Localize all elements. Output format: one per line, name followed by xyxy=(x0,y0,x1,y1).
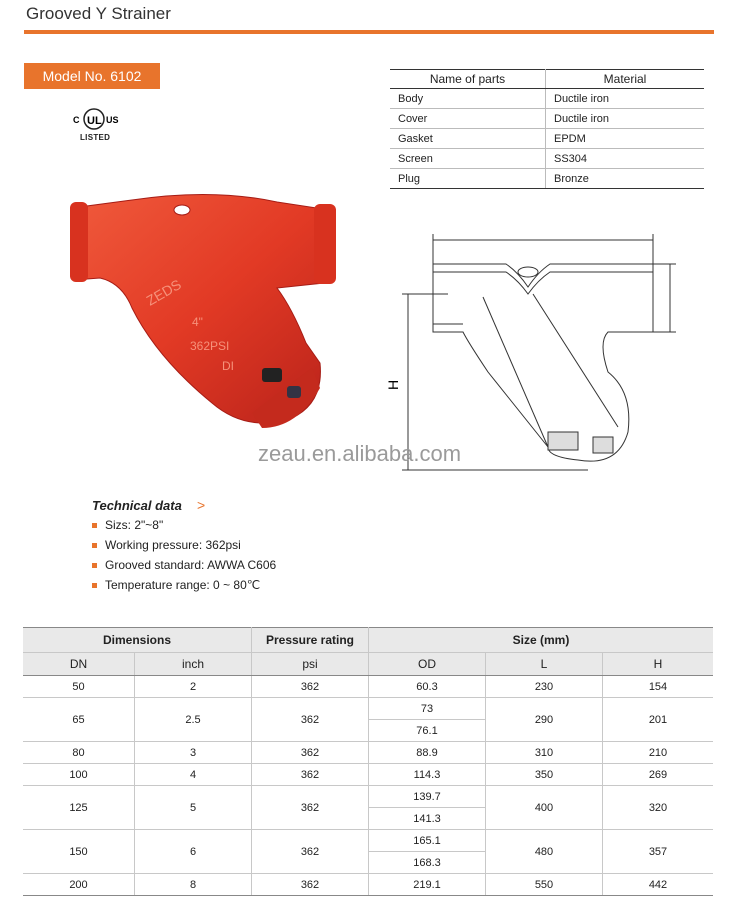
od-cell: 88.9 xyxy=(369,742,486,764)
psi-cell: 362 xyxy=(252,830,369,874)
inch-cell: 8 xyxy=(135,874,252,896)
watermark: zeau.en.alibaba.com xyxy=(258,441,462,466)
chevron-right-icon: > xyxy=(197,497,206,513)
svg-text:4": 4" xyxy=(192,315,203,329)
od-cell: 60.3 xyxy=(369,676,486,698)
dimensions-table xyxy=(23,627,713,896)
h-cell: 269 xyxy=(603,764,714,786)
od-cell: 139.7 xyxy=(369,786,486,808)
psi-cell: 362 xyxy=(252,698,369,742)
col-header-l: L xyxy=(486,653,603,676)
part-material-cell: Ductile iron xyxy=(546,89,705,109)
table-row xyxy=(23,764,713,786)
part-material-cell: Bronze xyxy=(546,169,705,189)
group-header-pressure: Pressure rating xyxy=(252,628,369,653)
parts-row xyxy=(390,89,704,109)
parts-row xyxy=(390,169,704,189)
h-cell: 210 xyxy=(603,742,714,764)
ul-c-mark: C xyxy=(73,115,80,125)
l-cell: 230 xyxy=(486,676,603,698)
table-row xyxy=(23,874,713,896)
psi-cell: 362 xyxy=(252,786,369,830)
parts-table xyxy=(390,69,704,189)
parts-row xyxy=(390,129,704,149)
tech-item: Working pressure: 362psi xyxy=(92,538,241,552)
parts-header-material: Material xyxy=(546,70,705,89)
h-cell: 357 xyxy=(603,830,714,874)
col-header-inch: inch xyxy=(135,653,252,676)
photo-casting-mark: ZEDS xyxy=(143,276,184,309)
group-header-dimensions: Dimensions xyxy=(23,628,252,653)
col-header-h: H xyxy=(603,653,714,676)
part-name-cell: Screen xyxy=(390,149,546,169)
bullet-icon xyxy=(92,543,97,548)
title-rule xyxy=(24,30,714,34)
model-badge: Model No. 6102 xyxy=(24,63,160,89)
bullet-icon xyxy=(92,523,97,528)
ul-mark-text: UL xyxy=(87,115,102,127)
parts-header-name: Name of parts xyxy=(390,70,546,89)
tech-item: Grooved standard: AWWA C606 xyxy=(92,558,276,572)
h-cell: 320 xyxy=(603,786,714,830)
od-cell: 165.1 xyxy=(369,830,486,852)
dn-cell: 200 xyxy=(23,874,135,896)
od-cell: 76.1 xyxy=(369,720,486,742)
inch-cell: 4 xyxy=(135,764,252,786)
table-row xyxy=(23,830,713,852)
od-cell: 114.3 xyxy=(369,764,486,786)
inch-cell: 5 xyxy=(135,786,252,830)
parts-row xyxy=(390,149,704,169)
tech-item: Temperature range: 0 ~ 80℃ xyxy=(92,578,260,592)
dn-cell: 125 xyxy=(23,786,135,830)
part-name-cell: Cover xyxy=(390,109,546,129)
part-material-cell: EPDM xyxy=(546,129,705,149)
dn-cell: 65 xyxy=(23,698,135,742)
ul-us-mark: US xyxy=(106,115,119,125)
part-name-cell: Plug xyxy=(390,169,546,189)
ul-listed-text: LISTED xyxy=(80,133,111,142)
od-cell: 141.3 xyxy=(369,808,486,830)
technical-data-heading: Technical data xyxy=(92,498,182,513)
h-cell: 442 xyxy=(603,874,714,896)
svg-text:DI: DI xyxy=(222,359,234,373)
table-row xyxy=(23,676,713,698)
h-cell: 201 xyxy=(603,698,714,742)
l-cell: 400 xyxy=(486,786,603,830)
psi-cell: 362 xyxy=(252,742,369,764)
l-cell: 310 xyxy=(486,742,603,764)
inch-cell: 3 xyxy=(135,742,252,764)
part-material-cell: Ductile iron xyxy=(546,109,705,129)
part-name-cell: Body xyxy=(390,89,546,109)
psi-cell: 362 xyxy=(252,676,369,698)
parts-row xyxy=(390,109,704,129)
h-cell: 154 xyxy=(603,676,714,698)
od-cell: 168.3 xyxy=(369,852,486,874)
dn-cell: 100 xyxy=(23,764,135,786)
inch-cell: 2.5 xyxy=(135,698,252,742)
inch-cell: 2 xyxy=(135,676,252,698)
group-header-size: Size (mm) xyxy=(369,628,714,653)
page-title: Grooved Y Strainer xyxy=(26,4,171,23)
l-cell: 550 xyxy=(486,874,603,896)
psi-cell: 362 xyxy=(252,874,369,896)
drawing-height-label: H xyxy=(385,379,401,390)
col-header-dn: DN xyxy=(23,653,135,676)
bullet-icon xyxy=(92,563,97,568)
col-header-psi: psi xyxy=(252,653,369,676)
bullet-icon xyxy=(92,583,97,588)
dn-cell: 150 xyxy=(23,830,135,874)
table-row xyxy=(23,786,713,808)
psi-cell: 362 xyxy=(252,764,369,786)
l-cell: 350 xyxy=(486,764,603,786)
part-material-cell: SS304 xyxy=(546,149,705,169)
table-row xyxy=(23,698,713,720)
svg-text:362PSI: 362PSI xyxy=(190,339,230,353)
od-cell: 219.1 xyxy=(369,874,486,896)
dn-cell: 50 xyxy=(23,676,135,698)
col-header-od: OD xyxy=(369,653,486,676)
od-cell: 73 xyxy=(369,698,486,720)
l-cell: 290 xyxy=(486,698,603,742)
tech-item: Sizs: 2"~8" xyxy=(92,518,163,532)
l-cell: 480 xyxy=(486,830,603,874)
dn-cell: 80 xyxy=(23,742,135,764)
inch-cell: 6 xyxy=(135,830,252,874)
table-row xyxy=(23,742,713,764)
part-name-cell: Gasket xyxy=(390,129,546,149)
product-photo xyxy=(62,188,362,438)
